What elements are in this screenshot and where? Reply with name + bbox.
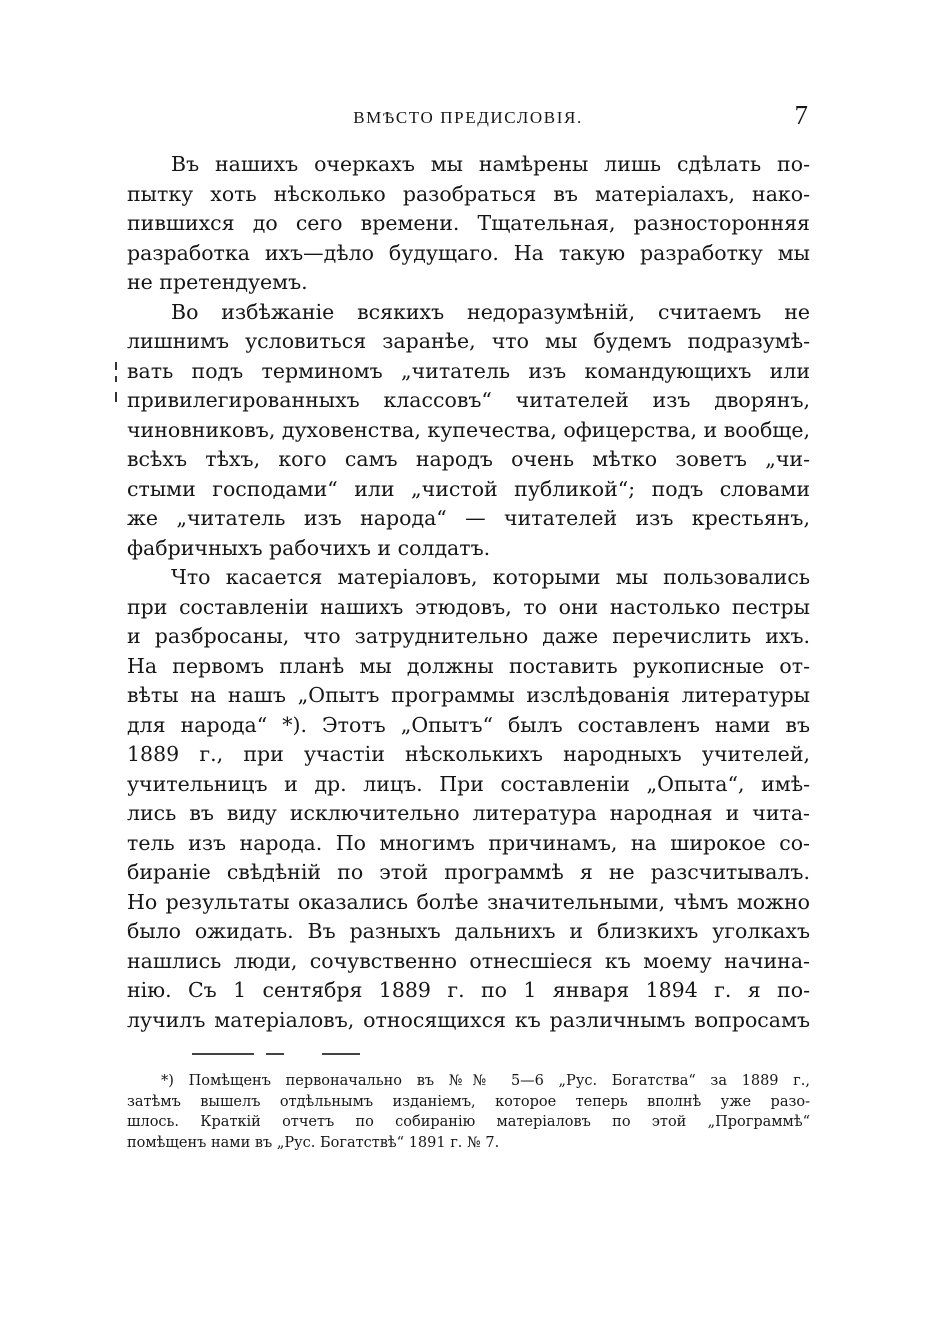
page-number: 7 [794,100,808,130]
text-line: пившихся до сего времени. Тщательная, разносторонняя [127,211,810,235]
footnote-line: помѣщенъ нами въ „Рус. Богатствѣ“ 1891 г. № 7. [127,1134,500,1151]
footnote-line: шлось. Краткій отчетъ по собиранію матеріаловъ по этой „Программѣ“ [127,1114,810,1130]
text-line: чиновниковъ, духовенства, купечества, офицерства, и вообще, [127,417,810,442]
body-text [127,150,810,1035]
text-line: же „читатель изъ народа“ — читателей изъ крестьянъ, [127,506,810,530]
text-line: бираніе свѣдѣній по этой программѣ я не разсчитывалъ. [127,860,810,884]
footnote-rule [322,1053,360,1055]
text-line: 1889 г., при участіи нѣсколькихъ народныхъ учителей, [127,742,810,766]
footnote-rule [266,1053,284,1055]
text-line: Но результаты оказались болѣе значительными, чѣмъ можно [127,889,810,914]
text-line: фабричныхъ рабочихъ и солдатъ. [127,535,491,560]
text-line: лись въ виду исключительно литература народная и чита- [127,801,810,825]
text-line: вѣты на нашъ „Опытъ программы изслѣдованія литературы [127,683,810,707]
text-line: для народа“ *). Этотъ „Опытъ“ былъ составленъ нами въ [127,712,810,737]
margin-pencil-marks [113,362,119,412]
text-line: нашлись люди, сочувственно отнесшіеся къ моему начина- [127,948,810,973]
footnote-line: затѣмъ вышелъ отдѣльнымъ изданіемъ, которое теперь вполнѣ уже разо- [127,1093,810,1110]
text-line: разработка ихъ—дѣло будущаго. На такую разработку мы [127,240,810,265]
text-line: всѣхъ тѣхъ, кого самъ народъ очень мѣтко зоветъ „чи- [127,447,810,471]
text-line: Во избѣжаніе всякихъ недоразумѣній, считаемъ не [171,299,810,324]
running-head [128,100,808,136]
text-line: нію. Съ 1 сентября 1889 г. по 1 января 1894 г. я по- [127,978,810,1002]
text-line: привилегированныхъ классовъ“ читателей изъ дворянъ, [127,388,810,412]
running-title: ВМѢСТО ПРЕДИСЛОВІЯ. [353,108,583,127]
text-line: и разбросаны, что затруднительно даже перечислить ихъ. [127,624,810,648]
text-line: Въ нашихъ очеркахъ мы намѣрены лишь сдѣлать по- [171,152,810,176]
text-line: было ожидать. Въ разныхъ дальнихъ и близкихъ уголкахъ [127,919,810,943]
text-line: Что касается матеріаловъ, которыми мы пользовались [171,565,810,589]
footnote-line: *) Помѣщенъ первоначально въ №№ 5—6 „Рус. Богатства“ за 1889 г., [161,1073,810,1089]
footnote [127,1071,810,1153]
text-line: при составленіи нашихъ этюдовъ, то они настолько пестры [127,594,810,619]
footnote-rule [192,1053,254,1055]
text-line: стыми господами“ или „чистой публикой“; подъ словами [127,476,810,501]
text-line: лучилъ матеріаловъ, относящихся къ различнымъ вопросамъ [127,1007,810,1032]
text-line: тель изъ народа. По многимъ причинамъ, на широкое со- [127,830,810,855]
text-line: пытку хоть нѣсколько разобраться въ матеріалахъ, нако- [127,181,810,206]
text-line: учительницъ и др. лицъ. При составленіи „Опыта“, имѣ- [127,771,810,796]
text-line: На первомъ планѣ мы должны поставить рукописные от- [127,653,810,678]
text-line: лишнимъ условиться заранѣе, что мы будемъ подразумѣ- [127,329,810,353]
text-line: вать подъ терминомъ „читатель изъ командующихъ или [127,358,810,383]
text-line: не претендуемъ. [127,270,308,294]
